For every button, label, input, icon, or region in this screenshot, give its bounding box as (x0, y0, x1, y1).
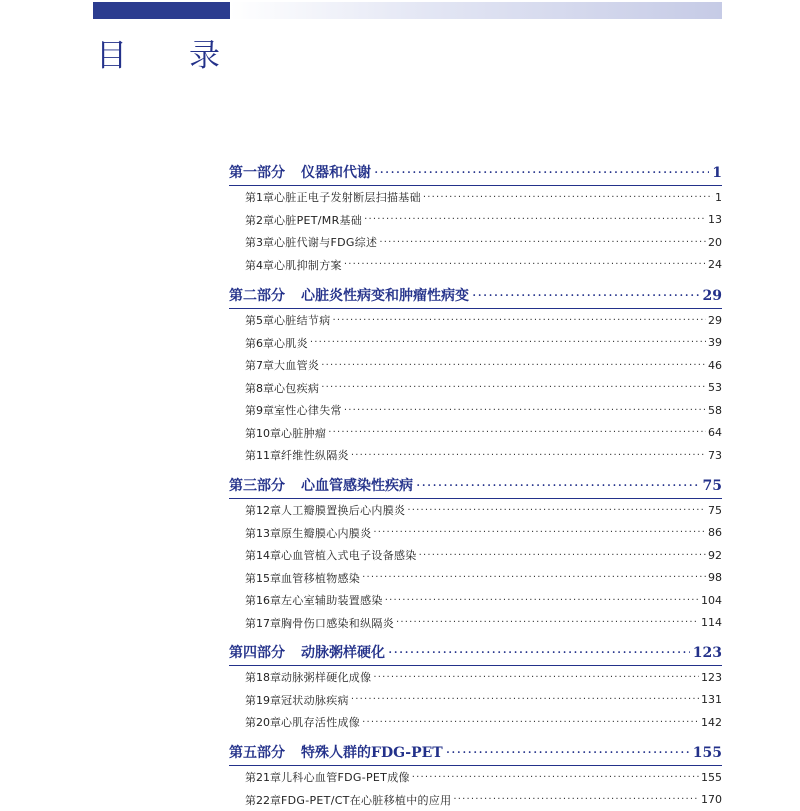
chapter-title: 大血管炎 (274, 357, 319, 373)
chapter-title: 冠状动脉疾病 (281, 692, 349, 708)
part-heading[interactable] (229, 157, 722, 181)
leader-dots (407, 505, 706, 516)
toc-part-1 (229, 157, 722, 276)
chapter-row[interactable] (229, 544, 722, 567)
chapter-title: 心肌存活性成像 (281, 714, 360, 730)
leader-dots (385, 595, 699, 606)
chapter-row[interactable] (229, 332, 722, 355)
chapter-page: 58 (708, 404, 722, 417)
chapter-page: 131 (701, 693, 722, 706)
chapter-number: 第5章 (245, 312, 274, 328)
chapter-row[interactable] (229, 444, 722, 467)
leader-dots (374, 165, 709, 181)
chapter-number: 第14章 (245, 547, 281, 563)
chapter-title: 室性心律失常 (274, 402, 342, 418)
chapter-number: 第15章 (245, 570, 281, 586)
chapter-title: 儿科心血管FDG-PET成像 (281, 769, 410, 785)
part-heading[interactable] (229, 280, 722, 304)
part-heading[interactable] (229, 470, 722, 494)
chapter-row[interactable] (229, 689, 722, 712)
chapter-title: 心脏结节病 (274, 312, 331, 328)
chapter-page: 123 (701, 671, 722, 684)
chapter-page: 24 (708, 258, 722, 271)
part-page: 1 (712, 165, 722, 181)
chapter-page: 170 (701, 793, 722, 806)
chapter-number: 第20章 (245, 714, 281, 730)
leader-dots (396, 617, 699, 628)
chapter-title: 胸骨伤口感染和纵隔炎 (281, 615, 394, 631)
chapter-row[interactable] (229, 377, 722, 400)
chapter-title: 人工瓣膜置换后心内膜炎 (281, 502, 405, 518)
leader-dots (373, 527, 706, 538)
leader-dots (362, 572, 706, 583)
leader-dots (379, 237, 706, 248)
chapter-page: 98 (708, 571, 722, 584)
part-title: 动脉粥样硬化 (301, 645, 385, 661)
leader-dots (321, 382, 706, 393)
part-page: 155 (693, 745, 722, 761)
chapter-row[interactable] (229, 711, 722, 734)
part-title: 心血管感染性疾病 (301, 478, 413, 494)
toc-part-4 (229, 637, 722, 734)
leader-dots (423, 192, 713, 203)
chapter-page: 155 (701, 771, 722, 784)
chapter-number: 第4章 (245, 257, 274, 273)
chapter-number: 第7章 (245, 357, 274, 373)
part-label: 第二部分 (229, 288, 285, 304)
leader-dots (333, 315, 707, 326)
chapter-number: 第10章 (245, 425, 281, 441)
chapter-title: FDG-PET/CT在心脏移植中的应用 (281, 792, 451, 808)
header-bar-dark (93, 2, 230, 19)
part-label: 第三部分 (229, 478, 285, 494)
chapter-page: 53 (708, 381, 722, 394)
leader-dots (446, 745, 690, 761)
chapter-title: 左心室辅助装置感染 (281, 592, 383, 608)
chapter-row[interactable] (229, 567, 722, 590)
leader-dots (388, 645, 690, 661)
chapter-row[interactable] (229, 309, 722, 332)
leader-dots (362, 717, 699, 728)
leader-dots (351, 450, 706, 461)
chapter-row[interactable] (229, 612, 722, 635)
leader-dots (364, 214, 706, 225)
toc-part-3 (229, 470, 722, 634)
chapter-title: 心包疾病 (274, 380, 319, 396)
part-page: 75 (703, 478, 722, 494)
chapter-page: 92 (708, 549, 722, 562)
chapter-title: 心肌炎 (274, 335, 308, 351)
chapter-row[interactable] (229, 354, 722, 377)
chapter-page: 46 (708, 359, 722, 372)
chapter-page: 13 (708, 213, 722, 226)
leader-dots (328, 427, 706, 438)
chapter-row[interactable] (229, 399, 722, 422)
part-label: 第五部分 (229, 745, 285, 761)
leader-dots (419, 550, 706, 561)
chapter-number: 第22章 (245, 792, 281, 808)
chapter-page: 142 (701, 716, 722, 729)
chapter-number: 第21章 (245, 769, 281, 785)
chapter-page: 1 (715, 191, 722, 204)
part-page: 123 (693, 645, 722, 661)
chapter-page: 73 (708, 449, 722, 462)
chapter-number: 第2章 (245, 212, 274, 228)
leader-dots (344, 405, 706, 416)
chapter-number: 第3章 (245, 234, 274, 250)
chapter-title: 心脏PET/MR基础 (274, 212, 362, 228)
leader-dots (310, 337, 706, 348)
part-title: 仪器和代谢 (301, 165, 371, 181)
leader-dots (321, 360, 706, 371)
chapter-row[interactable] (229, 231, 722, 254)
chapter-row[interactable] (229, 209, 722, 232)
chapter-page: 75 (708, 504, 722, 517)
chapter-page: 86 (708, 526, 722, 539)
part-title: 特殊人群的FDG-PET (301, 745, 443, 761)
chapter-row[interactable] (229, 522, 722, 545)
part-heading[interactable] (229, 637, 722, 661)
chapter-row[interactable] (229, 186, 722, 209)
chapter-title: 动脉粥样硬化成像 (281, 669, 371, 685)
chapter-title: 心肌抑制方案 (274, 257, 342, 273)
leader-dots (416, 478, 700, 494)
page-title: 目录 (96, 36, 282, 76)
chapter-row[interactable] (229, 499, 722, 522)
chapter-number: 第18章 (245, 669, 281, 685)
chapter-number: 第9章 (245, 402, 274, 418)
chapter-title: 血管移植物感染 (281, 570, 360, 586)
part-title: 心脏炎性病变和肿瘤性病变 (301, 288, 469, 304)
leader-dots (373, 672, 699, 683)
chapter-number: 第11章 (245, 447, 281, 463)
chapter-page: 64 (708, 426, 722, 439)
chapter-title: 心脏代谢与FDG综述 (274, 234, 377, 250)
part-label: 第四部分 (229, 645, 285, 661)
chapter-page: 20 (708, 236, 722, 249)
chapter-title: 心脏正电子发射断层扫描基础 (274, 189, 421, 205)
chapter-page: 39 (708, 336, 722, 349)
header-bar-gradient (230, 2, 722, 19)
chapter-title: 心脏肿瘤 (281, 425, 326, 441)
leader-dots (472, 288, 700, 304)
chapter-row[interactable] (229, 666, 722, 689)
chapter-row[interactable] (229, 422, 722, 445)
chapter-number: 第6章 (245, 335, 274, 351)
chapter-title: 心血管植入式电子设备感染 (281, 547, 417, 563)
chapter-number: 第12章 (245, 502, 281, 518)
chapter-title: 纤维性纵隔炎 (281, 447, 349, 463)
part-heading[interactable] (229, 737, 722, 761)
leader-dots (344, 259, 706, 270)
chapter-page: 104 (701, 594, 722, 607)
chapter-row[interactable] (229, 254, 722, 277)
chapter-number: 第17章 (245, 615, 281, 631)
chapter-number: 第16章 (245, 592, 281, 608)
chapter-row[interactable] (229, 589, 722, 612)
chapter-number: 第13章 (245, 525, 281, 541)
chapter-title: 原生瓣膜心内膜炎 (281, 525, 371, 541)
chapter-number: 第19章 (245, 692, 281, 708)
part-page: 29 (703, 288, 722, 304)
toc-part-2 (229, 280, 722, 467)
chapter-page: 29 (708, 314, 722, 327)
chapter-row[interactable] (229, 766, 722, 789)
leader-dots (412, 772, 699, 783)
part-label: 第一部分 (229, 165, 285, 181)
chapter-number: 第1章 (245, 189, 274, 205)
leader-dots (351, 694, 699, 705)
chapter-number: 第8章 (245, 380, 274, 396)
chapter-page: 114 (701, 616, 722, 629)
